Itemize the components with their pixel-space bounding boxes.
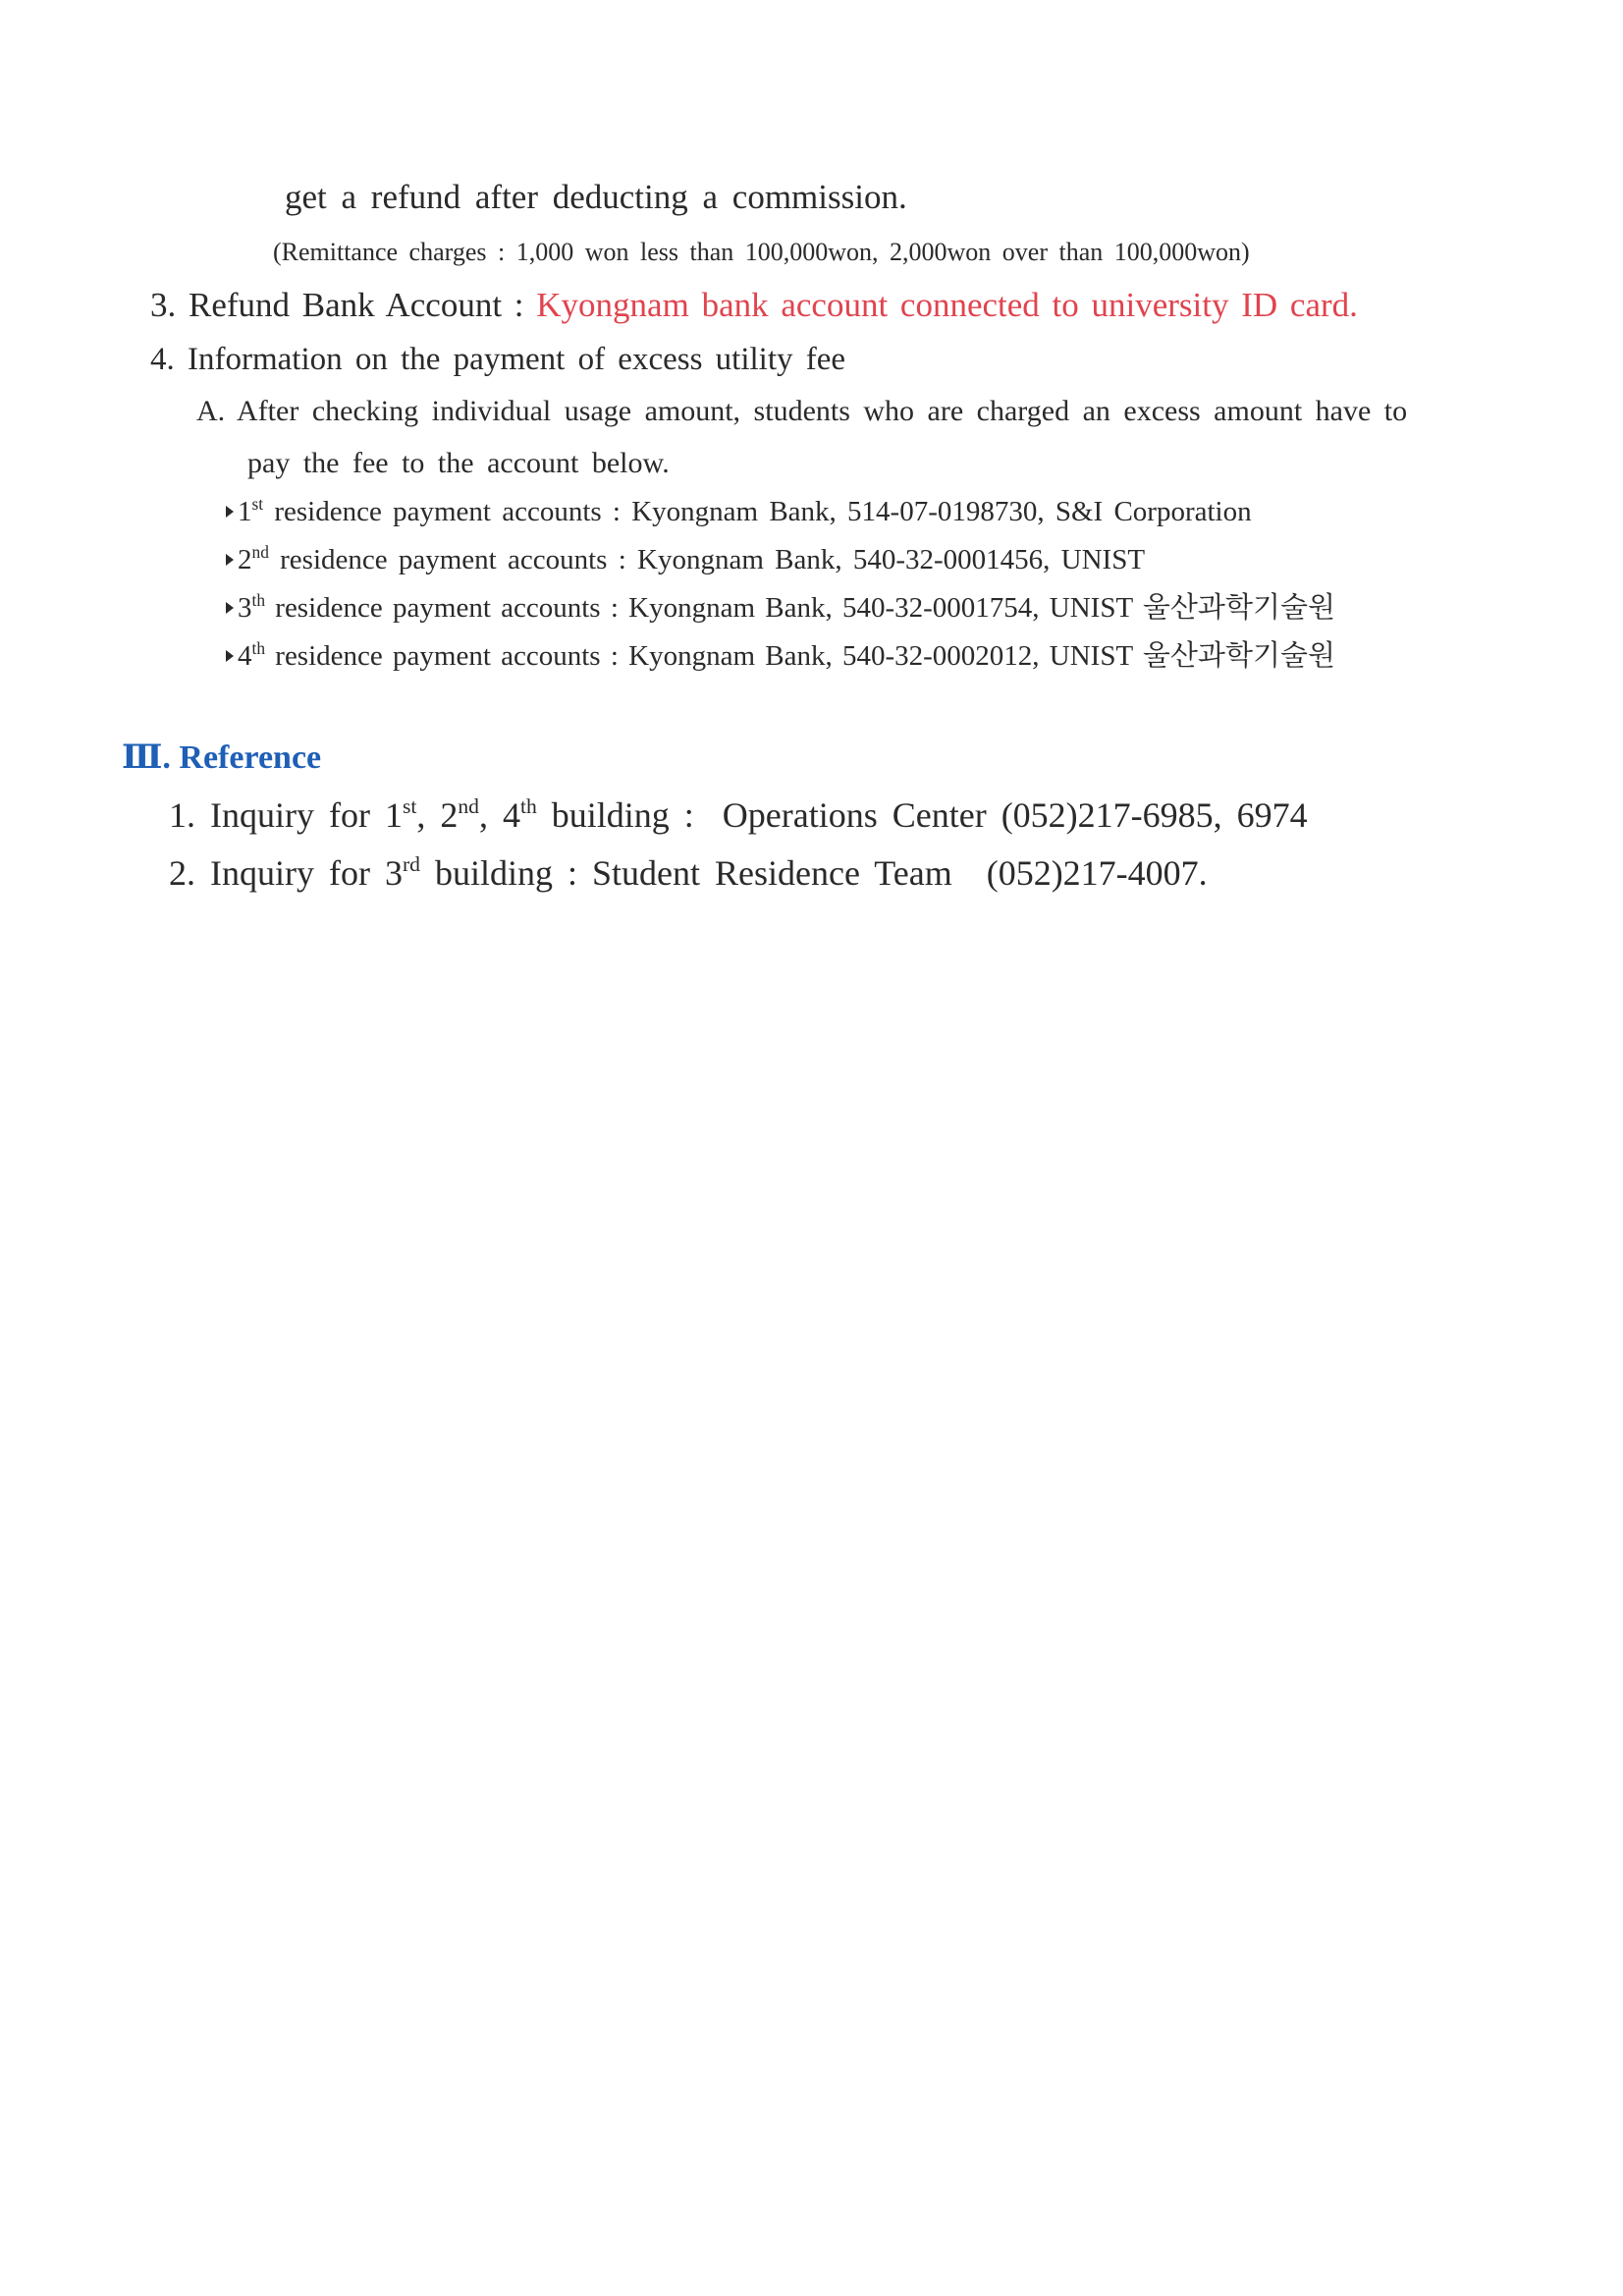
sub-item-a-line1 [196, 397, 1407, 426]
sub-item-text: After checking individual usage amount, students who are charged an excess amount have to [237, 395, 1408, 427]
remittance-note: (Remittance charges : 1,000 won less than 100,000won, 2,000won over than 100,000won) [273, 238, 1250, 266]
excess-utility-fee-item [150, 344, 845, 376]
building-2: 2 [440, 795, 459, 835]
triangle-bullet-icon [226, 554, 234, 566]
section-title: Reference [179, 739, 322, 776]
residence-number: 2 [238, 544, 252, 575]
ordinal-suffix: nd [458, 793, 479, 818]
contact-info: (052)217-4007. [986, 853, 1208, 893]
ordinal-suffix: th [251, 637, 266, 658]
account-text: residence payment accounts : Kyongnam Bank, 540-32-0001456, UNIST [280, 544, 1146, 575]
inquiry-rest: building : Student Residence Team [434, 853, 952, 893]
account-row-2 [226, 541, 1146, 575]
item-label: Refund Bank Account : [189, 286, 524, 324]
refund-bank-account-item [150, 288, 1358, 322]
residence-number: 4 [238, 640, 252, 672]
ordinal-suffix: rd [402, 851, 420, 876]
account-text: residence payment accounts : Kyongnam Bank, 540-32-0001754, UNIST 울산과학기술원 [275, 592, 1336, 624]
account-text: residence payment accounts : Kyongnam Bank, 514-07-0198730, S&I Corporation [274, 496, 1252, 527]
sub-item-letter: A. [196, 395, 226, 427]
ordinal-suffix: nd [251, 541, 269, 562]
item-label: Information on the payment of excess utility fee [188, 342, 846, 377]
item-number: 1. [169, 795, 195, 835]
building-3: 3 [384, 853, 403, 893]
account-row-4 [226, 637, 1336, 672]
item-number: 4. [150, 342, 175, 377]
refund-continuation: get a refund after deducting a commission. [285, 178, 907, 216]
inquiry-rest: building : [551, 795, 694, 835]
residence-number: 1 [238, 496, 252, 527]
item-number: 3. [150, 286, 177, 324]
account-row-1 [226, 493, 1252, 527]
ordinal-suffix: th [251, 589, 266, 610]
reference-item-2 [169, 851, 1208, 893]
section-numeral: Ⅲ. [122, 739, 171, 776]
sub-item-a-line2: pay the fee to the account below. [247, 447, 670, 479]
refund-bank-account-value: Kyongnam bank account connected to university ID card. [536, 286, 1358, 324]
building-4: 4 [502, 795, 520, 835]
building-1: 1 [384, 795, 403, 835]
ordinal-suffix: st [251, 493, 264, 514]
account-row-3 [226, 589, 1336, 624]
contact-info: Operations Center (052)217-6985, 6974 [722, 795, 1308, 835]
reference-item-1: 1. Inquiry for 1st, 2nd, 4th building : Operations Center (052)217-6985, 6974 [169, 793, 1308, 835]
triangle-bullet-icon [226, 650, 234, 662]
ordinal-suffix: th [519, 793, 537, 818]
triangle-bullet-icon [226, 602, 234, 614]
item-number: 2. [169, 853, 195, 893]
triangle-bullet-icon [226, 506, 234, 518]
ordinal-suffix: st [402, 793, 417, 818]
reference-heading [122, 741, 321, 775]
inquiry-prefix: Inquiry for [210, 795, 370, 835]
residence-number: 3 [238, 592, 252, 624]
inquiry-prefix: Inquiry for [210, 853, 370, 893]
account-text: residence payment accounts : Kyongnam Bank, 540-32-0002012, UNIST 울산과학기술원 [275, 640, 1336, 672]
